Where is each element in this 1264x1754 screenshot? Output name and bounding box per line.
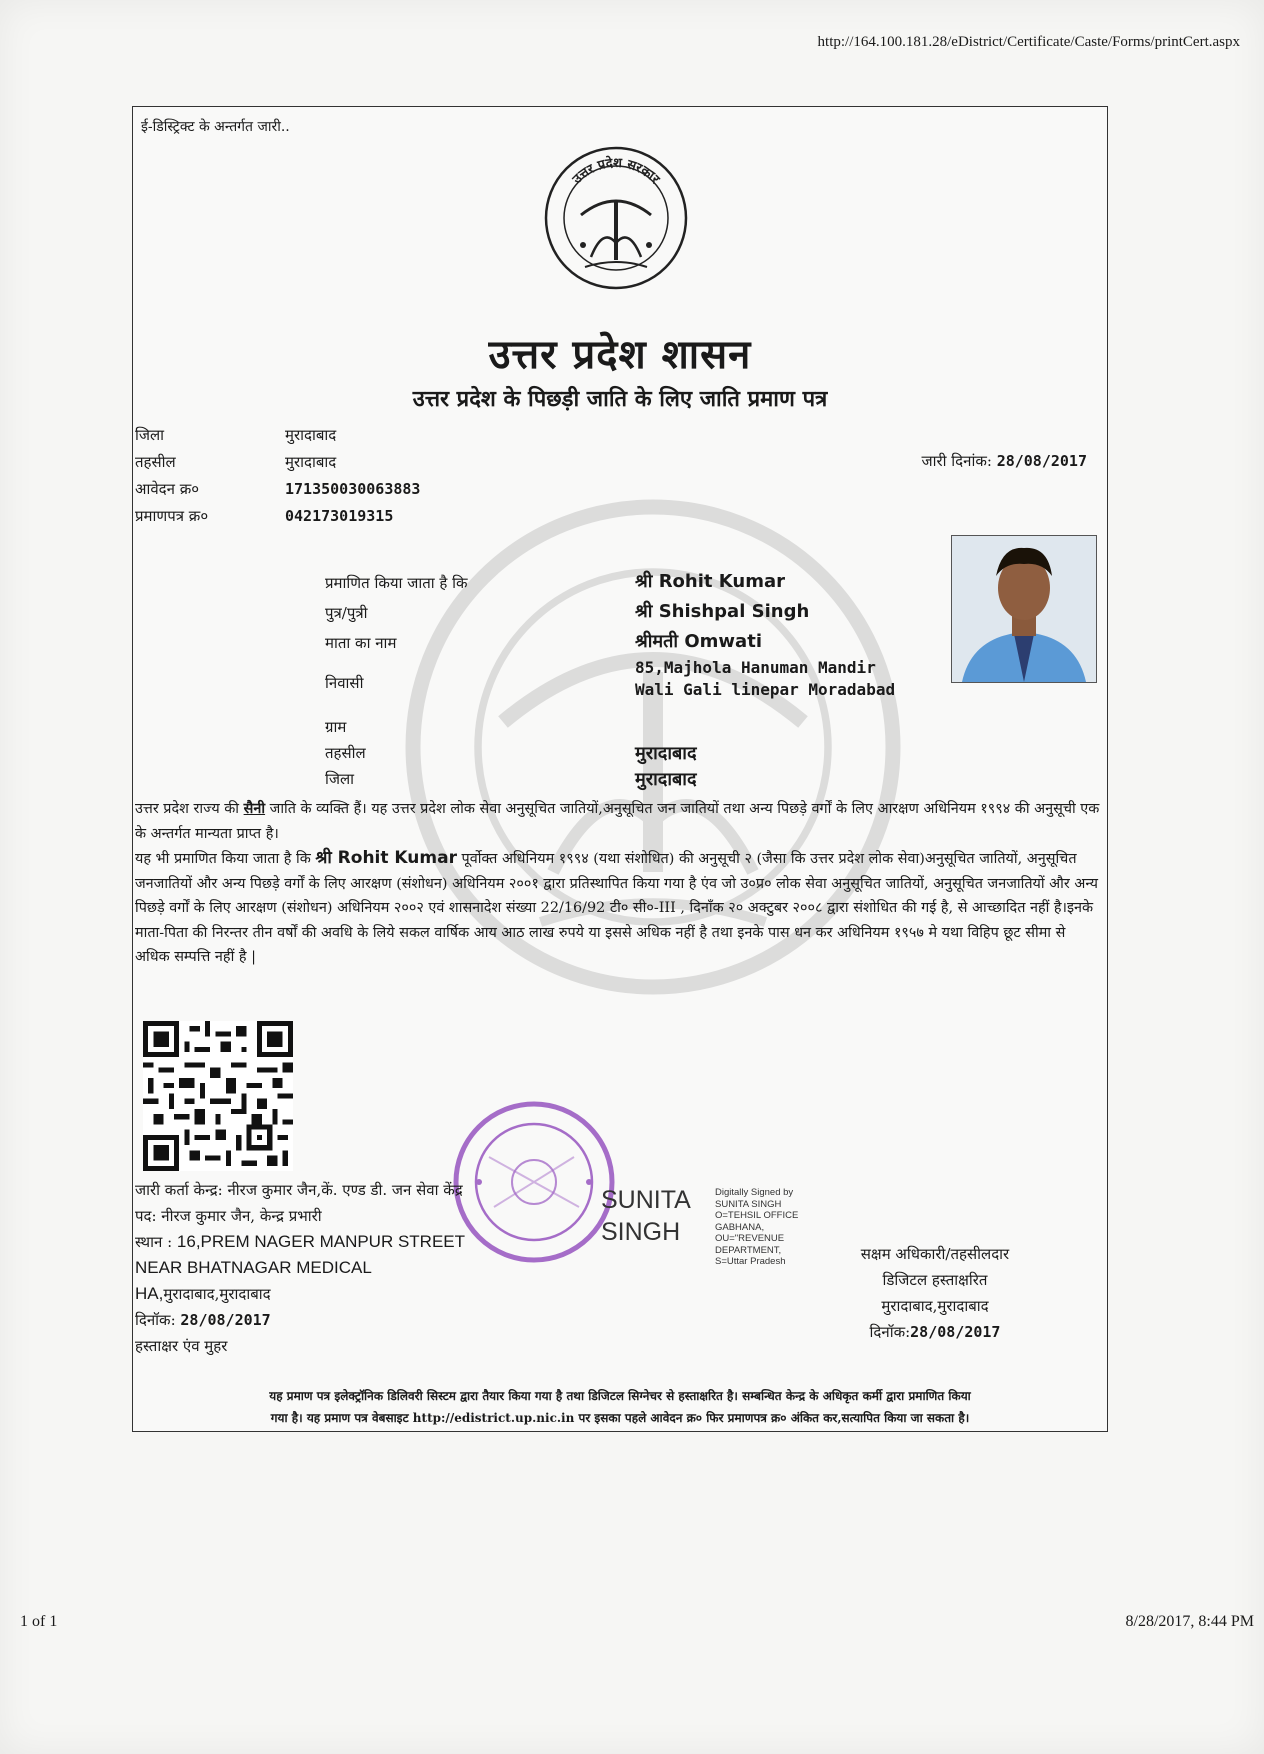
page-count: 1 of 1 xyxy=(20,1613,58,1630)
issuer-post: पद: नीरज कुमार जैन, केन्द्र प्रभारी xyxy=(135,1207,322,1225)
issued-under-label: ई-डिस्ट्रिक्ट के अन्तर्गत जारी.. xyxy=(141,119,290,135)
competent-officer xyxy=(775,1241,1095,1345)
body-paragraph-2 xyxy=(135,846,1103,970)
signer-first-name: SUNITA xyxy=(601,1186,691,1214)
mother-label: माता का नाम xyxy=(325,634,397,652)
signature-detail-line: O=TEHSIL OFFICE xyxy=(715,1210,799,1221)
signature-detail-line: DEPARTMENT, xyxy=(715,1244,782,1256)
caste-certificate xyxy=(132,106,1108,1432)
place-line-2: NEAR BHATNAGAR MEDICAL xyxy=(135,1258,372,1277)
signature-detail-line: SUNITA SINGH xyxy=(715,1198,782,1210)
address-line-1: 85,Majhola Hanuman Mandir xyxy=(635,658,876,677)
body-text: यह भी प्रमाणित किया जाता है कि xyxy=(135,851,316,867)
officer-date-value: 28/08/2017 xyxy=(910,1323,1001,1341)
issuing-centre-name: जारी कर्ता केन्द्र: नीरज कुमार जैन,कें. एण्ड डी. जन सेवा केंद्र xyxy=(135,1181,463,1199)
verification-note-line-2: गया है। यह प्रमाण पत्र वेबसाइट http://edistrict.up.nic.in पर इसका पहले आवेदन क्र० फिर प्रमाणपत्र क्र० अंकित कर,सत्यापित किया जा सकता है। xyxy=(270,1411,970,1425)
body-text: पूर्वोक्त अधिनियम १९९४ (यथा संशोधित) की अनुसूची २ (जैसा कि उत्तर प्रदेश लोक सेवा)अनुसूचित जातियों, अनुसूचित जनजातियों और अन्य पिछड़े वर्गों के लिए आरक्षण (संशोधन) अधिनियम २००१ द्वारा प्रतिस्थापित किया गया है एंव जो उ०प्र० लोक सेवा अनुसूचित जातियों, अनुसूचित जनजातियों और अन्य पिछड़े वर्गों के लिए आरक्षण (संशोधन) अधिनियम २००२ एवं शासनादेश संख्या 22/16/92 टी० सी०-III , दिनाँक २० अक्टुबर २००८ द्वारा संशोधित की गई है, से आच्छादित नहीं है।इनके माता-पिता की निरन्तर तीन वर्षों की अवधि के लिये सकल वार्षिक आय आठ लाख रुपये या इससे अधिक नहीं है तथा इनके पास धन कर अधिनियम १९५७ मे यथा विहिप छूट सीमा से अधिक सम्पत्ति नहीं है | xyxy=(135,851,1098,965)
signature-seal-label: हस्ताक्षर एंव मुहर xyxy=(135,1337,228,1355)
applicant-name-inline: श्री Rohit Kumar xyxy=(315,848,457,868)
district-value: मुरादाबाद xyxy=(285,425,337,444)
father-name: Shishpal Singh xyxy=(658,601,810,622)
certificate-number-label: प्रमाणपत्र क्र० xyxy=(135,506,209,525)
shrimati-prefix: श्रीमती xyxy=(635,631,679,652)
verification-note-line-1: यह प्रमाण पत्र इलेक्ट्रॉनिक डिलिवरी सिस्टम द्वारा तैयार किया गया है तथा डिजिटल सिग्नेचर से हस्ताक्षरित है। सम्बन्धित केन्द्र के अधिकृत कर्मी द्वारा प्रमाणित किया xyxy=(269,1389,971,1403)
signature-detail-line: OU="REVENUE xyxy=(715,1233,785,1244)
print-timestamp: 8/28/2017, 8:44 PM xyxy=(1125,1613,1254,1630)
resident-label: निवासी xyxy=(325,674,364,692)
certified-label: प्रमाणित किया जाता है कि xyxy=(325,574,468,592)
place-city: मुरादाबाद,मुरादाबाद xyxy=(163,1285,271,1303)
issue-date-value: 28/08/2017 xyxy=(996,452,1087,470)
issuer-date-value: 28/08/2017 xyxy=(180,1311,271,1329)
body-text: जाति के व्यक्ति हैं। यह उत्तर प्रदेश लोक सेवा अनुसूचित जातियों,अनुसूचित जन जातियों तथा अन्य पिछड़े वर्गों के लिए आरक्षण अधिनियम १९९४ की अनुसूची एक के अन्तर्गत मान्यता प्राप्त है। xyxy=(135,801,1100,842)
son-daughter-label: पुत्र/पुत्री xyxy=(325,604,368,622)
tehsil-value-2: मुरादाबाद xyxy=(635,743,697,764)
application-number-label: आवेदन क्र० xyxy=(135,479,200,498)
address xyxy=(635,657,895,701)
shri-prefix: श्री xyxy=(635,571,653,592)
verification-note xyxy=(133,1385,1107,1429)
tehsil-label-2: तहसील xyxy=(325,744,366,762)
signer-last-name: SINGH xyxy=(601,1218,681,1246)
place-line-3: HA, xyxy=(135,1284,164,1303)
district-label: जिला xyxy=(135,425,165,444)
applicant-photo xyxy=(951,535,1097,683)
applicant-name: Rohit Kumar xyxy=(658,571,785,592)
body-text: उत्तर प्रदेश राज्य की xyxy=(135,801,244,817)
place-line-1: 16,PREM NAGER MANPUR STREET xyxy=(176,1232,466,1251)
svg-text:उत्तर प्रदेश सरकार xyxy=(569,155,662,188)
officer-title: सक्षम अधिकारी/तहसीलदार xyxy=(860,1245,1010,1263)
government-title: उत्तर प्रदेश शासन xyxy=(488,331,752,378)
emblem-text: उत्तर प्रदेश सरकार xyxy=(569,155,663,188)
caste-name: सैनी xyxy=(243,800,266,817)
address-line-2: Wali Gali linepar Moradabad xyxy=(635,680,896,699)
tehsil-label: तहसील xyxy=(135,452,176,471)
issue-date-label: जारी दिनांक: xyxy=(921,452,992,470)
officer-date-label: दिनॉक: xyxy=(869,1323,911,1341)
place-label: स्थान : xyxy=(135,1233,177,1251)
village-label: ग्राम xyxy=(325,718,347,736)
digital-signature-name xyxy=(601,1184,691,1248)
application-number: 171350030063883 xyxy=(285,479,421,498)
certificate-body xyxy=(135,797,1103,970)
certificate-title: उत्तर प्रदेश के पिछड़ी जाति के लिए जाति प्रमाण पत्र xyxy=(412,386,828,412)
shri-prefix: श्री xyxy=(635,601,653,622)
print-url: http://164.100.181.28/eDistrict/Certificate/Caste/Forms/printCert.aspx xyxy=(817,34,1240,50)
digitally-signed-label: डिजिटल हस्ताक्षरित xyxy=(882,1271,988,1289)
issuing-centre xyxy=(135,1177,595,1359)
signature-detail-line: Digitally Signed by xyxy=(715,1187,794,1198)
up-government-emblem xyxy=(543,145,689,291)
issue-date xyxy=(921,451,1087,471)
applicant-details xyxy=(325,567,945,791)
district-value-2: मुरादाबाद xyxy=(635,769,697,790)
officer-place: मुरादाबाद,मुरादाबाद xyxy=(881,1297,989,1315)
certificate-meta xyxy=(135,421,420,529)
mother-name: Omwati xyxy=(684,631,762,652)
signature-detail-line: S=Uttar Pradesh xyxy=(715,1256,786,1267)
district-label-2: जिला xyxy=(325,770,355,788)
certificate-number: 042173019315 xyxy=(285,506,394,525)
qr-code xyxy=(143,1021,293,1171)
signature-detail-line: GABHANA, xyxy=(715,1221,765,1233)
tehsil-value: मुरादाबाद xyxy=(285,452,337,471)
issuer-date-label: दिनॉक: xyxy=(135,1311,181,1329)
body-paragraph-1 xyxy=(135,797,1103,846)
